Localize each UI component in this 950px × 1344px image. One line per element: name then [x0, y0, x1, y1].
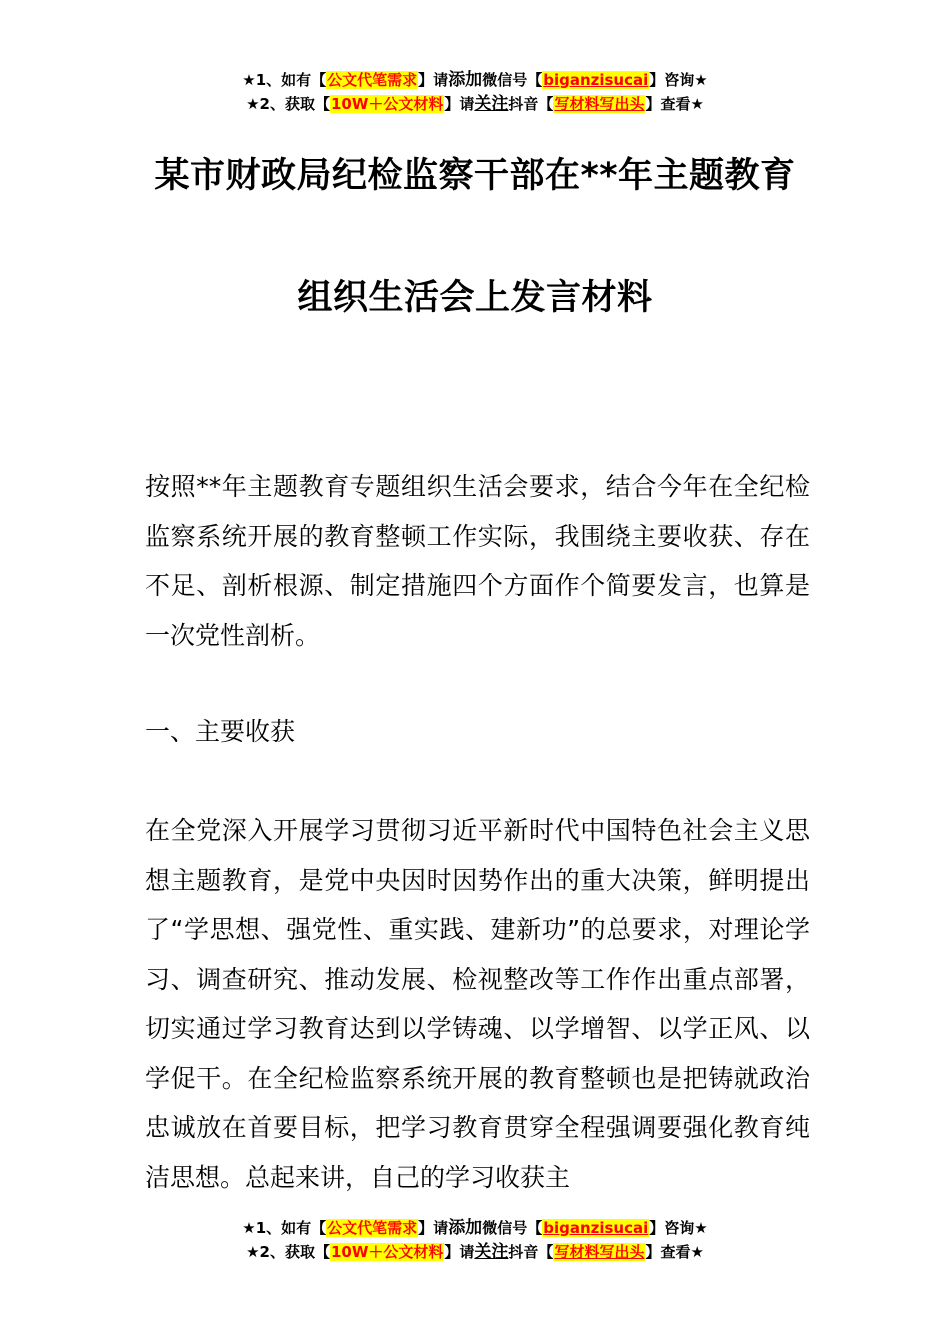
highlight-materials: 10W＋公文材料 — [330, 1243, 444, 1261]
banner-line-1: ★1、如有【公文代笔需求】请添加微信号【biganzisucai】咨询★ — [242, 1218, 708, 1238]
section-heading-main-gains: 一、主要收获 — [145, 717, 296, 746]
footer-banner — [0, 1216, 950, 1264]
banner-line-2: ★2、获取【10W＋公文材料】请关注抖音【写材料写出头】查看★ — [246, 94, 704, 114]
document-title-line-1: 某市财政局纪检监察干部在**年主题教育 — [154, 156, 796, 196]
douyin-account[interactable]: 写材料写出头 — [554, 95, 645, 113]
highlight-ghostwriting: 公文代笔需求 — [327, 1219, 418, 1237]
wechat-id[interactable]: biganzisucai — [543, 1219, 649, 1237]
header-banner — [0, 68, 950, 116]
banner-line-2: ★2、获取【10W＋公文材料】请关注抖音【写材料写出头】查看★ — [246, 1242, 704, 1262]
document-title-line-2: 组织生活会上发言材料 — [297, 278, 653, 318]
douyin-account[interactable]: 写材料写出头 — [554, 1243, 645, 1261]
highlight-ghostwriting: 公文代笔需求 — [327, 71, 418, 89]
highlight-materials: 10W＋公文材料 — [330, 95, 444, 113]
wechat-id[interactable]: biganzisucai — [543, 71, 649, 89]
paragraph-intro: 按照**年主题教育专题组织生活会要求，结合今年在全纪检监察系统开展的教育整顿工作实际，我围绕主要收获、存在不足、剖析根源、制定措施四个方面作个简要发言，也算是一次党性剖析。 — [145, 472, 810, 650]
banner-line-1: ★1、如有【公文代笔需求】请添加微信号【biganzisucai】咨询★ — [242, 70, 708, 90]
paragraph-main-gains: 在全党深入开展学习贯彻习近平新时代中国特色社会主义思想主题教育，是党中央因时因势作出的重大决策，鲜明提出了“学思想、强党性、重实践、建新功”的总要求，对理论学习、调查研究、推动发展、检视整改等工作作出重点部署，切实通过学习教育达到以学铸魂、以学增智、以学正风、以学促干。在全纪检监察系统开展的教育整顿也是把铸就政治忠诚放在首要目标，把学习教育贯穿全程强调要强化教育纯洁思想。总起来讲，自己的学习收获主 — [145, 816, 810, 1192]
